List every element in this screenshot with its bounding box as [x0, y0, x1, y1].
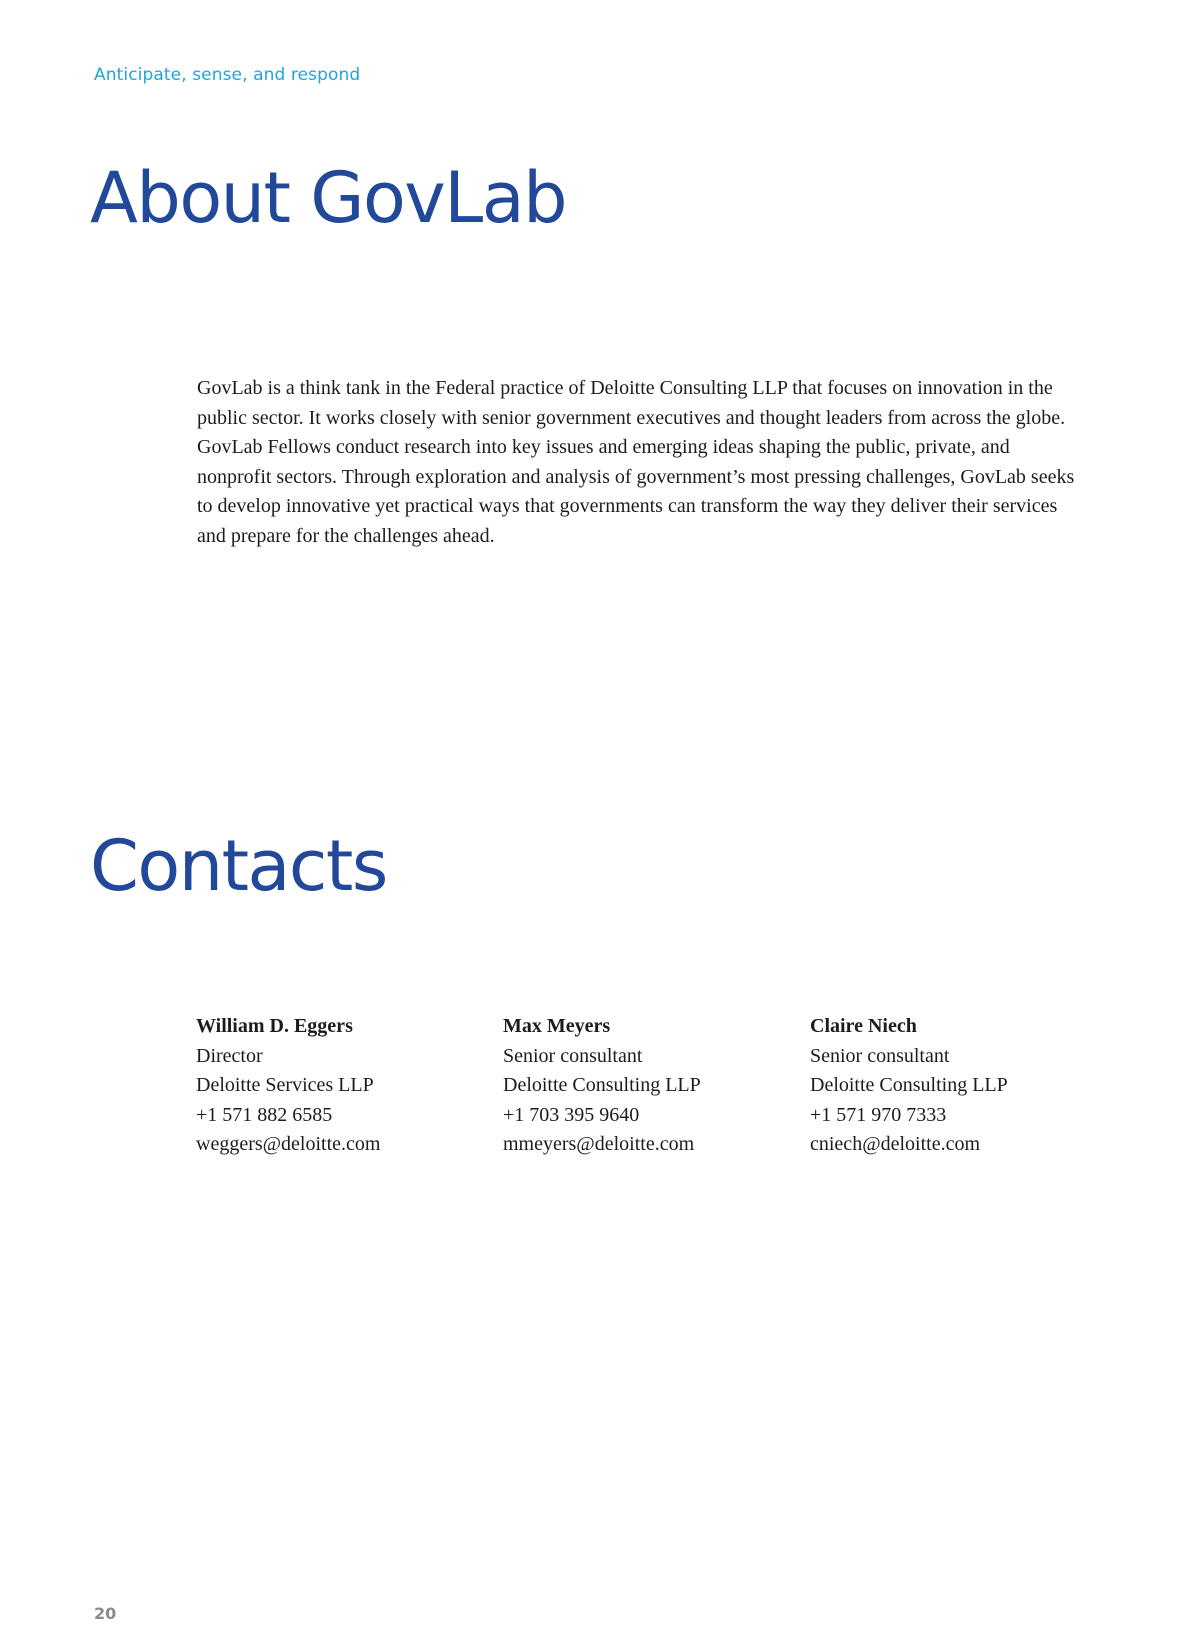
contact-role: Senior consultant — [503, 1044, 643, 1067]
running-head: Anticipate, sense, and respond — [94, 65, 361, 85]
contact-phone: +1 571 882 6585 — [196, 1103, 333, 1126]
contacts-list — [196, 1012, 1146, 1172]
contact-name: William D. Eggers — [196, 1015, 353, 1037]
contact-company: Deloitte Services LLP — [196, 1074, 374, 1096]
contact-name: Max Meyers — [503, 1015, 611, 1037]
contact-email: weggers@deloitte.com — [196, 1133, 381, 1155]
about-paragraph: GovLab is a think tank in the Federal practice of Deloitte Consulting LLP that focuses on innovation in the public sector. It works closely with senior government executives and thought leaders from across the globe. GovLab Fellows conduct research into key issues and emerging ideas shaping the public, private, and nonprofit sectors. Through exploration and analysis of government’s most pressing challenges, GovLab seeks to develop innovative yet practical ways that governments can transform the way they deliver their services and prepare for the challenges ahead. — [197, 377, 1075, 547]
contact-company: Deloitte Consulting LLP — [503, 1074, 701, 1096]
contact-company: Deloitte Consulting LLP — [810, 1074, 1008, 1096]
contact-phone: +1 703 395 9640 — [503, 1103, 640, 1126]
contact-phone: +1 571 970 7333 — [810, 1103, 947, 1126]
contacts-title: Contacts — [90, 825, 387, 907]
contact-role: Senior consultant — [810, 1044, 950, 1067]
contact-role: Director — [196, 1044, 263, 1067]
page-number: 20 — [94, 1604, 117, 1623]
contact-email: cniech@deloitte.com — [810, 1133, 981, 1155]
contact-card — [503, 1012, 803, 1160]
contact-card — [810, 1012, 1110, 1160]
contact-card — [196, 1012, 496, 1160]
about-title: About GovLab — [90, 157, 567, 239]
contact-email: mmeyers@deloitte.com — [503, 1133, 695, 1155]
contact-name: Claire Niech — [810, 1015, 917, 1037]
